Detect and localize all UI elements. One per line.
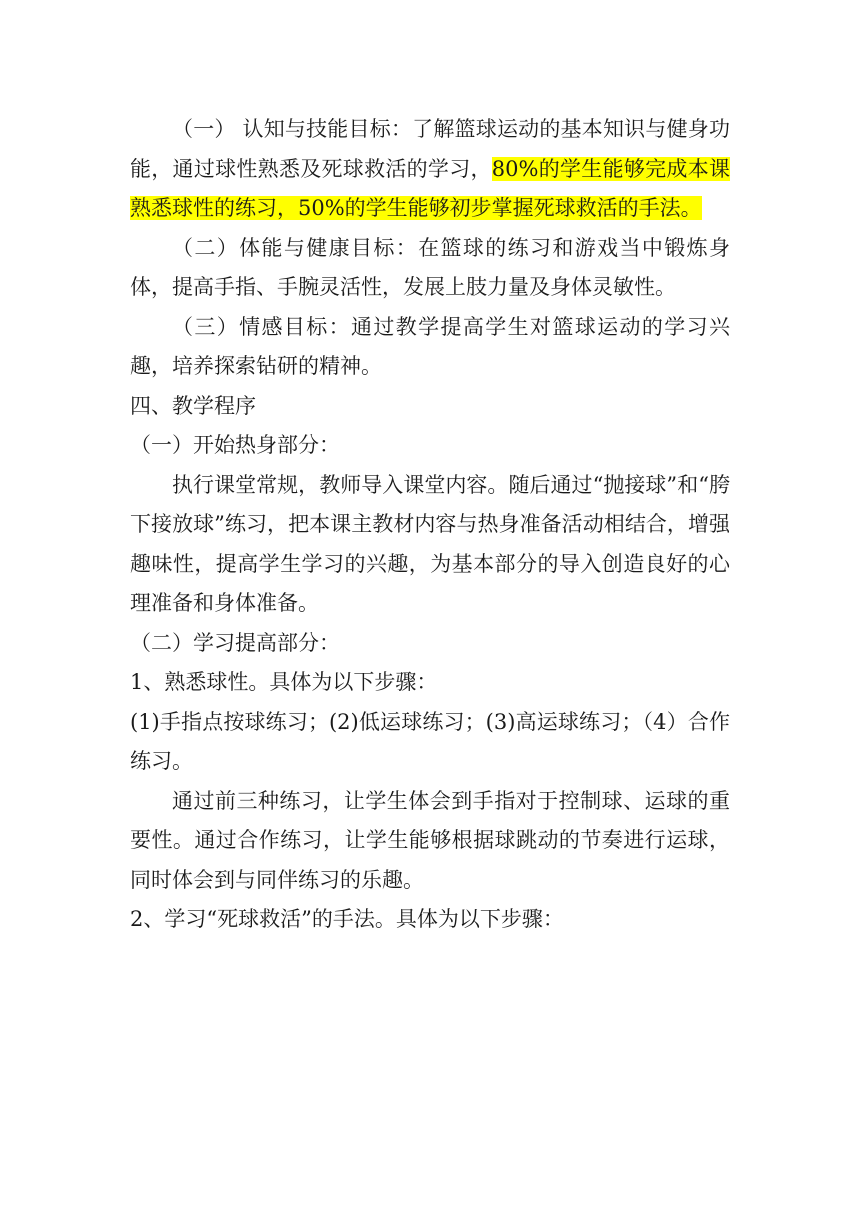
highlighted-text: 80%的学生能够完成本课熟悉球性的练习，50%的学生能够初步掌握死球救活的手法。 xyxy=(130,156,730,220)
warmup-body: 执行课堂常规，教师导入课堂内容。随后通过“抛接球”和“胯下接放球”练习，把本课主教材内容与热身准备活动相结合，增强趣味性，提高学生学习的兴趣，为基本部分的导入创造良好的心理准备和身体准备。 xyxy=(130,472,730,615)
item1-steps: (1)手指点按球练习；(2)低运球练习；(3)高运球练习；（4）合作练习。 xyxy=(130,709,730,773)
item2-title: 2、学习“死球救活”的手法。具体为以下步骤： xyxy=(130,907,564,931)
warmup-title: （一）开始热身部分： xyxy=(130,433,340,457)
objective-cognitive xyxy=(130,110,730,229)
document-body xyxy=(130,110,730,940)
learning-title: （二）学习提高部分： xyxy=(130,630,340,655)
objective-emotion: （三）情感目标：通过教学提高学生对篮球运动的学习兴趣，培养探索钻研的精神。 xyxy=(130,314,730,378)
objective-fitness: （二）体能与健康目标：在篮球的练习和游戏当中锻炼身体，提高手指、手腕灵活性，发展上肢力量及身体灵敏性。 xyxy=(130,235,730,299)
objective-cognitive-text: （一） 认知与技能目标：了解篮球运动的基本知识与健身功能，通过球性熟悉及死球救活的学习， xyxy=(130,117,730,181)
item1-title: 1、熟悉球性。具体为以下步骤： xyxy=(130,670,438,694)
section-heading-teaching-procedure: 四、教学程序 xyxy=(130,393,256,418)
item1-body: 通过前三种练习，让学生体会到手指对于控制球、运球的重要性。通过合作练习，让学生能够根据球跳动的节奏进行运球，同时体会到与同伴练习的乐趣。 xyxy=(130,788,730,892)
